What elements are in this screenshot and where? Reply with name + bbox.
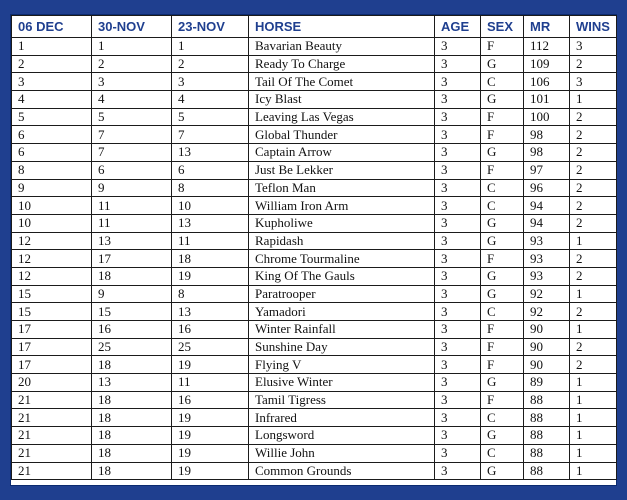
horse-name-cell: Common Grounds bbox=[249, 462, 435, 480]
table-row bbox=[12, 374, 617, 392]
horse-name-cell: Longsword bbox=[249, 427, 435, 445]
rank-23-nov-cell: 25 bbox=[172, 338, 249, 356]
rank-23-nov-cell: 16 bbox=[172, 391, 249, 409]
rank-06-dec-cell: 15 bbox=[12, 285, 92, 303]
wins-cell: 2 bbox=[570, 55, 617, 73]
age-cell: 3 bbox=[435, 391, 481, 409]
wins-cell: 2 bbox=[570, 126, 617, 144]
rank-30-nov-cell: 18 bbox=[92, 391, 172, 409]
rank-23-nov-cell: 11 bbox=[172, 232, 249, 250]
age-cell: 3 bbox=[435, 285, 481, 303]
horse-name-cell: Rapidash bbox=[249, 232, 435, 250]
age-cell: 3 bbox=[435, 356, 481, 374]
sex-cell: C bbox=[481, 303, 524, 321]
rank-23-nov-cell: 13 bbox=[172, 214, 249, 232]
rank-30-nov-cell: 18 bbox=[92, 267, 172, 285]
table-row bbox=[12, 161, 617, 179]
rank-30-nov-cell: 13 bbox=[92, 232, 172, 250]
rank-23-nov-cell: 1 bbox=[172, 38, 249, 56]
rank-06-dec-cell: 12 bbox=[12, 250, 92, 268]
age-cell: 3 bbox=[435, 462, 481, 480]
rank-06-dec-cell: 15 bbox=[12, 303, 92, 321]
sex-cell: G bbox=[481, 374, 524, 392]
table-row bbox=[12, 303, 617, 321]
rank-06-dec-cell: 12 bbox=[12, 267, 92, 285]
mr-cell: 100 bbox=[524, 108, 570, 126]
table-row bbox=[12, 338, 617, 356]
wins-cell: 1 bbox=[570, 321, 617, 339]
horse-name-cell: Just Be Lekker bbox=[249, 161, 435, 179]
rank-06-dec-cell: 17 bbox=[12, 321, 92, 339]
age-cell: 3 bbox=[435, 197, 481, 215]
mr-cell: 106 bbox=[524, 73, 570, 91]
rank-06-dec-cell: 10 bbox=[12, 214, 92, 232]
table-row bbox=[12, 38, 617, 56]
mr-cell: 109 bbox=[524, 55, 570, 73]
rank-30-nov-cell: 7 bbox=[92, 144, 172, 162]
table-row bbox=[12, 391, 617, 409]
rank-06-dec-cell: 6 bbox=[12, 144, 92, 162]
rank-30-nov-cell: 18 bbox=[92, 409, 172, 427]
age-cell: 3 bbox=[435, 38, 481, 56]
sex-cell: F bbox=[481, 38, 524, 56]
mr-cell: 101 bbox=[524, 91, 570, 109]
wins-cell: 2 bbox=[570, 250, 617, 268]
sex-cell: F bbox=[481, 356, 524, 374]
rank-30-nov-cell: 18 bbox=[92, 444, 172, 462]
sex-cell: F bbox=[481, 391, 524, 409]
horse-name-cell: Global Thunder bbox=[249, 126, 435, 144]
rank-30-nov-cell: 9 bbox=[92, 285, 172, 303]
table-body bbox=[12, 38, 617, 480]
rank-23-nov-cell: 19 bbox=[172, 444, 249, 462]
table-row bbox=[12, 444, 617, 462]
rank-06-dec-cell: 10 bbox=[12, 197, 92, 215]
mr-cell: 94 bbox=[524, 197, 570, 215]
sex-cell: F bbox=[481, 108, 524, 126]
horse-name-cell: Winter Rainfall bbox=[249, 321, 435, 339]
wins-cell: 2 bbox=[570, 214, 617, 232]
sex-cell: G bbox=[481, 91, 524, 109]
wins-cell: 1 bbox=[570, 91, 617, 109]
age-cell: 3 bbox=[435, 321, 481, 339]
rank-23-nov-cell: 4 bbox=[172, 91, 249, 109]
rank-06-dec-cell: 21 bbox=[12, 391, 92, 409]
sex-cell: F bbox=[481, 161, 524, 179]
horse-name-cell: Flying V bbox=[249, 356, 435, 374]
table-row bbox=[12, 73, 617, 91]
sex-cell: C bbox=[481, 197, 524, 215]
mr-cell: 94 bbox=[524, 214, 570, 232]
rank-30-nov-cell: 18 bbox=[92, 462, 172, 480]
rank-30-nov-cell: 7 bbox=[92, 126, 172, 144]
age-cell: 3 bbox=[435, 144, 481, 162]
age-cell: 3 bbox=[435, 267, 481, 285]
horse-name-cell: Paratrooper bbox=[249, 285, 435, 303]
horse-name-cell: Kupholiwe bbox=[249, 214, 435, 232]
rank-06-dec-cell: 6 bbox=[12, 126, 92, 144]
age-cell: 3 bbox=[435, 161, 481, 179]
rank-30-nov-cell: 15 bbox=[92, 303, 172, 321]
column-header-wins: WINS bbox=[570, 16, 617, 38]
sex-cell: C bbox=[481, 409, 524, 427]
horse-name-cell: Captain Arrow bbox=[249, 144, 435, 162]
rank-23-nov-cell: 10 bbox=[172, 197, 249, 215]
column-header-horse: HORSE bbox=[249, 16, 435, 38]
horse-name-cell: Willie John bbox=[249, 444, 435, 462]
age-cell: 3 bbox=[435, 126, 481, 144]
rank-23-nov-cell: 3 bbox=[172, 73, 249, 91]
wins-cell: 1 bbox=[570, 462, 617, 480]
age-cell: 3 bbox=[435, 179, 481, 197]
horse-name-cell: Tamil Tigress bbox=[249, 391, 435, 409]
wins-cell: 3 bbox=[570, 73, 617, 91]
mr-cell: 98 bbox=[524, 144, 570, 162]
table-header-row bbox=[12, 16, 617, 38]
table-row bbox=[12, 356, 617, 374]
table-row bbox=[12, 108, 617, 126]
rank-06-dec-cell: 21 bbox=[12, 462, 92, 480]
rank-06-dec-cell: 3 bbox=[12, 73, 92, 91]
horse-name-cell: William Iron Arm bbox=[249, 197, 435, 215]
column-header-mr: MR bbox=[524, 16, 570, 38]
table-row bbox=[12, 427, 617, 445]
age-cell: 3 bbox=[435, 303, 481, 321]
wins-cell: 1 bbox=[570, 427, 617, 445]
sex-cell: F bbox=[481, 250, 524, 268]
wins-cell: 1 bbox=[570, 444, 617, 462]
wins-cell: 2 bbox=[570, 144, 617, 162]
rank-23-nov-cell: 7 bbox=[172, 126, 249, 144]
column-header-sex: SEX bbox=[481, 16, 524, 38]
horse-name-cell: Teflon Man bbox=[249, 179, 435, 197]
sex-cell: F bbox=[481, 338, 524, 356]
wins-cell: 2 bbox=[570, 161, 617, 179]
rank-06-dec-cell: 2 bbox=[12, 55, 92, 73]
rank-30-nov-cell: 3 bbox=[92, 73, 172, 91]
horse-name-cell: Bavarian Beauty bbox=[249, 38, 435, 56]
rank-23-nov-cell: 19 bbox=[172, 462, 249, 480]
wins-cell: 2 bbox=[570, 179, 617, 197]
rank-06-dec-cell: 1 bbox=[12, 38, 92, 56]
mr-cell: 112 bbox=[524, 38, 570, 56]
table-row bbox=[12, 126, 617, 144]
rank-30-nov-cell: 16 bbox=[92, 321, 172, 339]
table-row bbox=[12, 179, 617, 197]
age-cell: 3 bbox=[435, 338, 481, 356]
sex-cell: C bbox=[481, 73, 524, 91]
rank-30-nov-cell: 18 bbox=[92, 356, 172, 374]
table-row bbox=[12, 91, 617, 109]
rank-23-nov-cell: 8 bbox=[172, 285, 249, 303]
rank-06-dec-cell: 21 bbox=[12, 444, 92, 462]
sex-cell: G bbox=[481, 55, 524, 73]
wins-cell: 2 bbox=[570, 356, 617, 374]
age-cell: 3 bbox=[435, 409, 481, 427]
table-row bbox=[12, 214, 617, 232]
age-cell: 3 bbox=[435, 55, 481, 73]
rank-23-nov-cell: 13 bbox=[172, 144, 249, 162]
table-row bbox=[12, 232, 617, 250]
mr-cell: 97 bbox=[524, 161, 570, 179]
rank-23-nov-cell: 19 bbox=[172, 356, 249, 374]
wins-cell: 1 bbox=[570, 391, 617, 409]
wins-cell: 2 bbox=[570, 338, 617, 356]
rank-06-dec-cell: 20 bbox=[12, 374, 92, 392]
table-row bbox=[12, 267, 617, 285]
rank-30-nov-cell: 9 bbox=[92, 179, 172, 197]
sex-cell: G bbox=[481, 285, 524, 303]
rank-23-nov-cell: 8 bbox=[172, 179, 249, 197]
rank-23-nov-cell: 5 bbox=[172, 108, 249, 126]
age-cell: 3 bbox=[435, 427, 481, 445]
wins-cell: 1 bbox=[570, 285, 617, 303]
horse-name-cell: Sunshine Day bbox=[249, 338, 435, 356]
rank-23-nov-cell: 2 bbox=[172, 55, 249, 73]
rank-06-dec-cell: 5 bbox=[12, 108, 92, 126]
wins-cell: 2 bbox=[570, 303, 617, 321]
rank-06-dec-cell: 21 bbox=[12, 409, 92, 427]
mr-cell: 88 bbox=[524, 427, 570, 445]
mr-cell: 88 bbox=[524, 462, 570, 480]
ratings-table-panel bbox=[10, 14, 617, 486]
rank-23-nov-cell: 19 bbox=[172, 267, 249, 285]
rank-30-nov-cell: 4 bbox=[92, 91, 172, 109]
rank-23-nov-cell: 19 bbox=[172, 427, 249, 445]
age-cell: 3 bbox=[435, 108, 481, 126]
mr-cell: 90 bbox=[524, 338, 570, 356]
mr-cell: 93 bbox=[524, 250, 570, 268]
horse-name-cell: Elusive Winter bbox=[249, 374, 435, 392]
age-cell: 3 bbox=[435, 91, 481, 109]
sex-cell: F bbox=[481, 126, 524, 144]
column-header-23-nov: 23-NOV bbox=[172, 16, 249, 38]
age-cell: 3 bbox=[435, 214, 481, 232]
mr-cell: 93 bbox=[524, 267, 570, 285]
mr-cell: 92 bbox=[524, 285, 570, 303]
mr-cell: 93 bbox=[524, 232, 570, 250]
table-row bbox=[12, 55, 617, 73]
age-cell: 3 bbox=[435, 73, 481, 91]
rank-30-nov-cell: 11 bbox=[92, 214, 172, 232]
rank-06-dec-cell: 9 bbox=[12, 179, 92, 197]
table-row bbox=[12, 250, 617, 268]
horse-name-cell: Yamadori bbox=[249, 303, 435, 321]
mr-cell: 98 bbox=[524, 126, 570, 144]
sex-cell: G bbox=[481, 427, 524, 445]
sex-cell: G bbox=[481, 267, 524, 285]
rank-30-nov-cell: 13 bbox=[92, 374, 172, 392]
wins-cell: 1 bbox=[570, 409, 617, 427]
horse-name-cell: Ready To Charge bbox=[249, 55, 435, 73]
table-row bbox=[12, 321, 617, 339]
rank-06-dec-cell: 17 bbox=[12, 338, 92, 356]
rank-23-nov-cell: 11 bbox=[172, 374, 249, 392]
mr-cell: 88 bbox=[524, 391, 570, 409]
mr-cell: 89 bbox=[524, 374, 570, 392]
age-cell: 3 bbox=[435, 232, 481, 250]
rank-23-nov-cell: 18 bbox=[172, 250, 249, 268]
rank-06-dec-cell: 4 bbox=[12, 91, 92, 109]
rank-30-nov-cell: 1 bbox=[92, 38, 172, 56]
sex-cell: G bbox=[481, 144, 524, 162]
rank-06-dec-cell: 17 bbox=[12, 356, 92, 374]
column-header-06-dec: 06 DEC bbox=[12, 16, 92, 38]
table-row bbox=[12, 462, 617, 480]
sex-cell: C bbox=[481, 444, 524, 462]
mr-cell: 92 bbox=[524, 303, 570, 321]
rank-30-nov-cell: 25 bbox=[92, 338, 172, 356]
sex-cell: C bbox=[481, 179, 524, 197]
wins-cell: 1 bbox=[570, 232, 617, 250]
horse-name-cell: Leaving Las Vegas bbox=[249, 108, 435, 126]
rank-30-nov-cell: 11 bbox=[92, 197, 172, 215]
table-row bbox=[12, 409, 617, 427]
rank-23-nov-cell: 19 bbox=[172, 409, 249, 427]
rank-06-dec-cell: 21 bbox=[12, 427, 92, 445]
ratings-table bbox=[11, 15, 617, 480]
sex-cell: G bbox=[481, 462, 524, 480]
sex-cell: G bbox=[481, 214, 524, 232]
mr-cell: 88 bbox=[524, 409, 570, 427]
horse-name-cell: King Of The Gauls bbox=[249, 267, 435, 285]
table-row bbox=[12, 144, 617, 162]
horse-name-cell: Chrome Tourmaline bbox=[249, 250, 435, 268]
mr-cell: 90 bbox=[524, 356, 570, 374]
mr-cell: 96 bbox=[524, 179, 570, 197]
horse-name-cell: Icy Blast bbox=[249, 91, 435, 109]
age-cell: 3 bbox=[435, 444, 481, 462]
age-cell: 3 bbox=[435, 250, 481, 268]
rank-23-nov-cell: 13 bbox=[172, 303, 249, 321]
mr-cell: 90 bbox=[524, 321, 570, 339]
rank-23-nov-cell: 6 bbox=[172, 161, 249, 179]
column-header-30-nov: 30-NOV bbox=[92, 16, 172, 38]
table-row bbox=[12, 197, 617, 215]
rank-06-dec-cell: 12 bbox=[12, 232, 92, 250]
rank-23-nov-cell: 16 bbox=[172, 321, 249, 339]
sex-cell: F bbox=[481, 321, 524, 339]
rank-30-nov-cell: 2 bbox=[92, 55, 172, 73]
wins-cell: 2 bbox=[570, 108, 617, 126]
rank-06-dec-cell: 8 bbox=[12, 161, 92, 179]
horse-name-cell: Tail Of The Comet bbox=[249, 73, 435, 91]
wins-cell: 3 bbox=[570, 38, 617, 56]
mr-cell: 88 bbox=[524, 444, 570, 462]
horse-name-cell: Infrared bbox=[249, 409, 435, 427]
rank-30-nov-cell: 18 bbox=[92, 427, 172, 445]
rank-30-nov-cell: 6 bbox=[92, 161, 172, 179]
age-cell: 3 bbox=[435, 374, 481, 392]
wins-cell: 2 bbox=[570, 197, 617, 215]
rank-30-nov-cell: 5 bbox=[92, 108, 172, 126]
wins-cell: 2 bbox=[570, 267, 617, 285]
sex-cell: G bbox=[481, 232, 524, 250]
column-header-age: AGE bbox=[435, 16, 481, 38]
wins-cell: 1 bbox=[570, 374, 617, 392]
rank-30-nov-cell: 17 bbox=[92, 250, 172, 268]
table-row bbox=[12, 285, 617, 303]
